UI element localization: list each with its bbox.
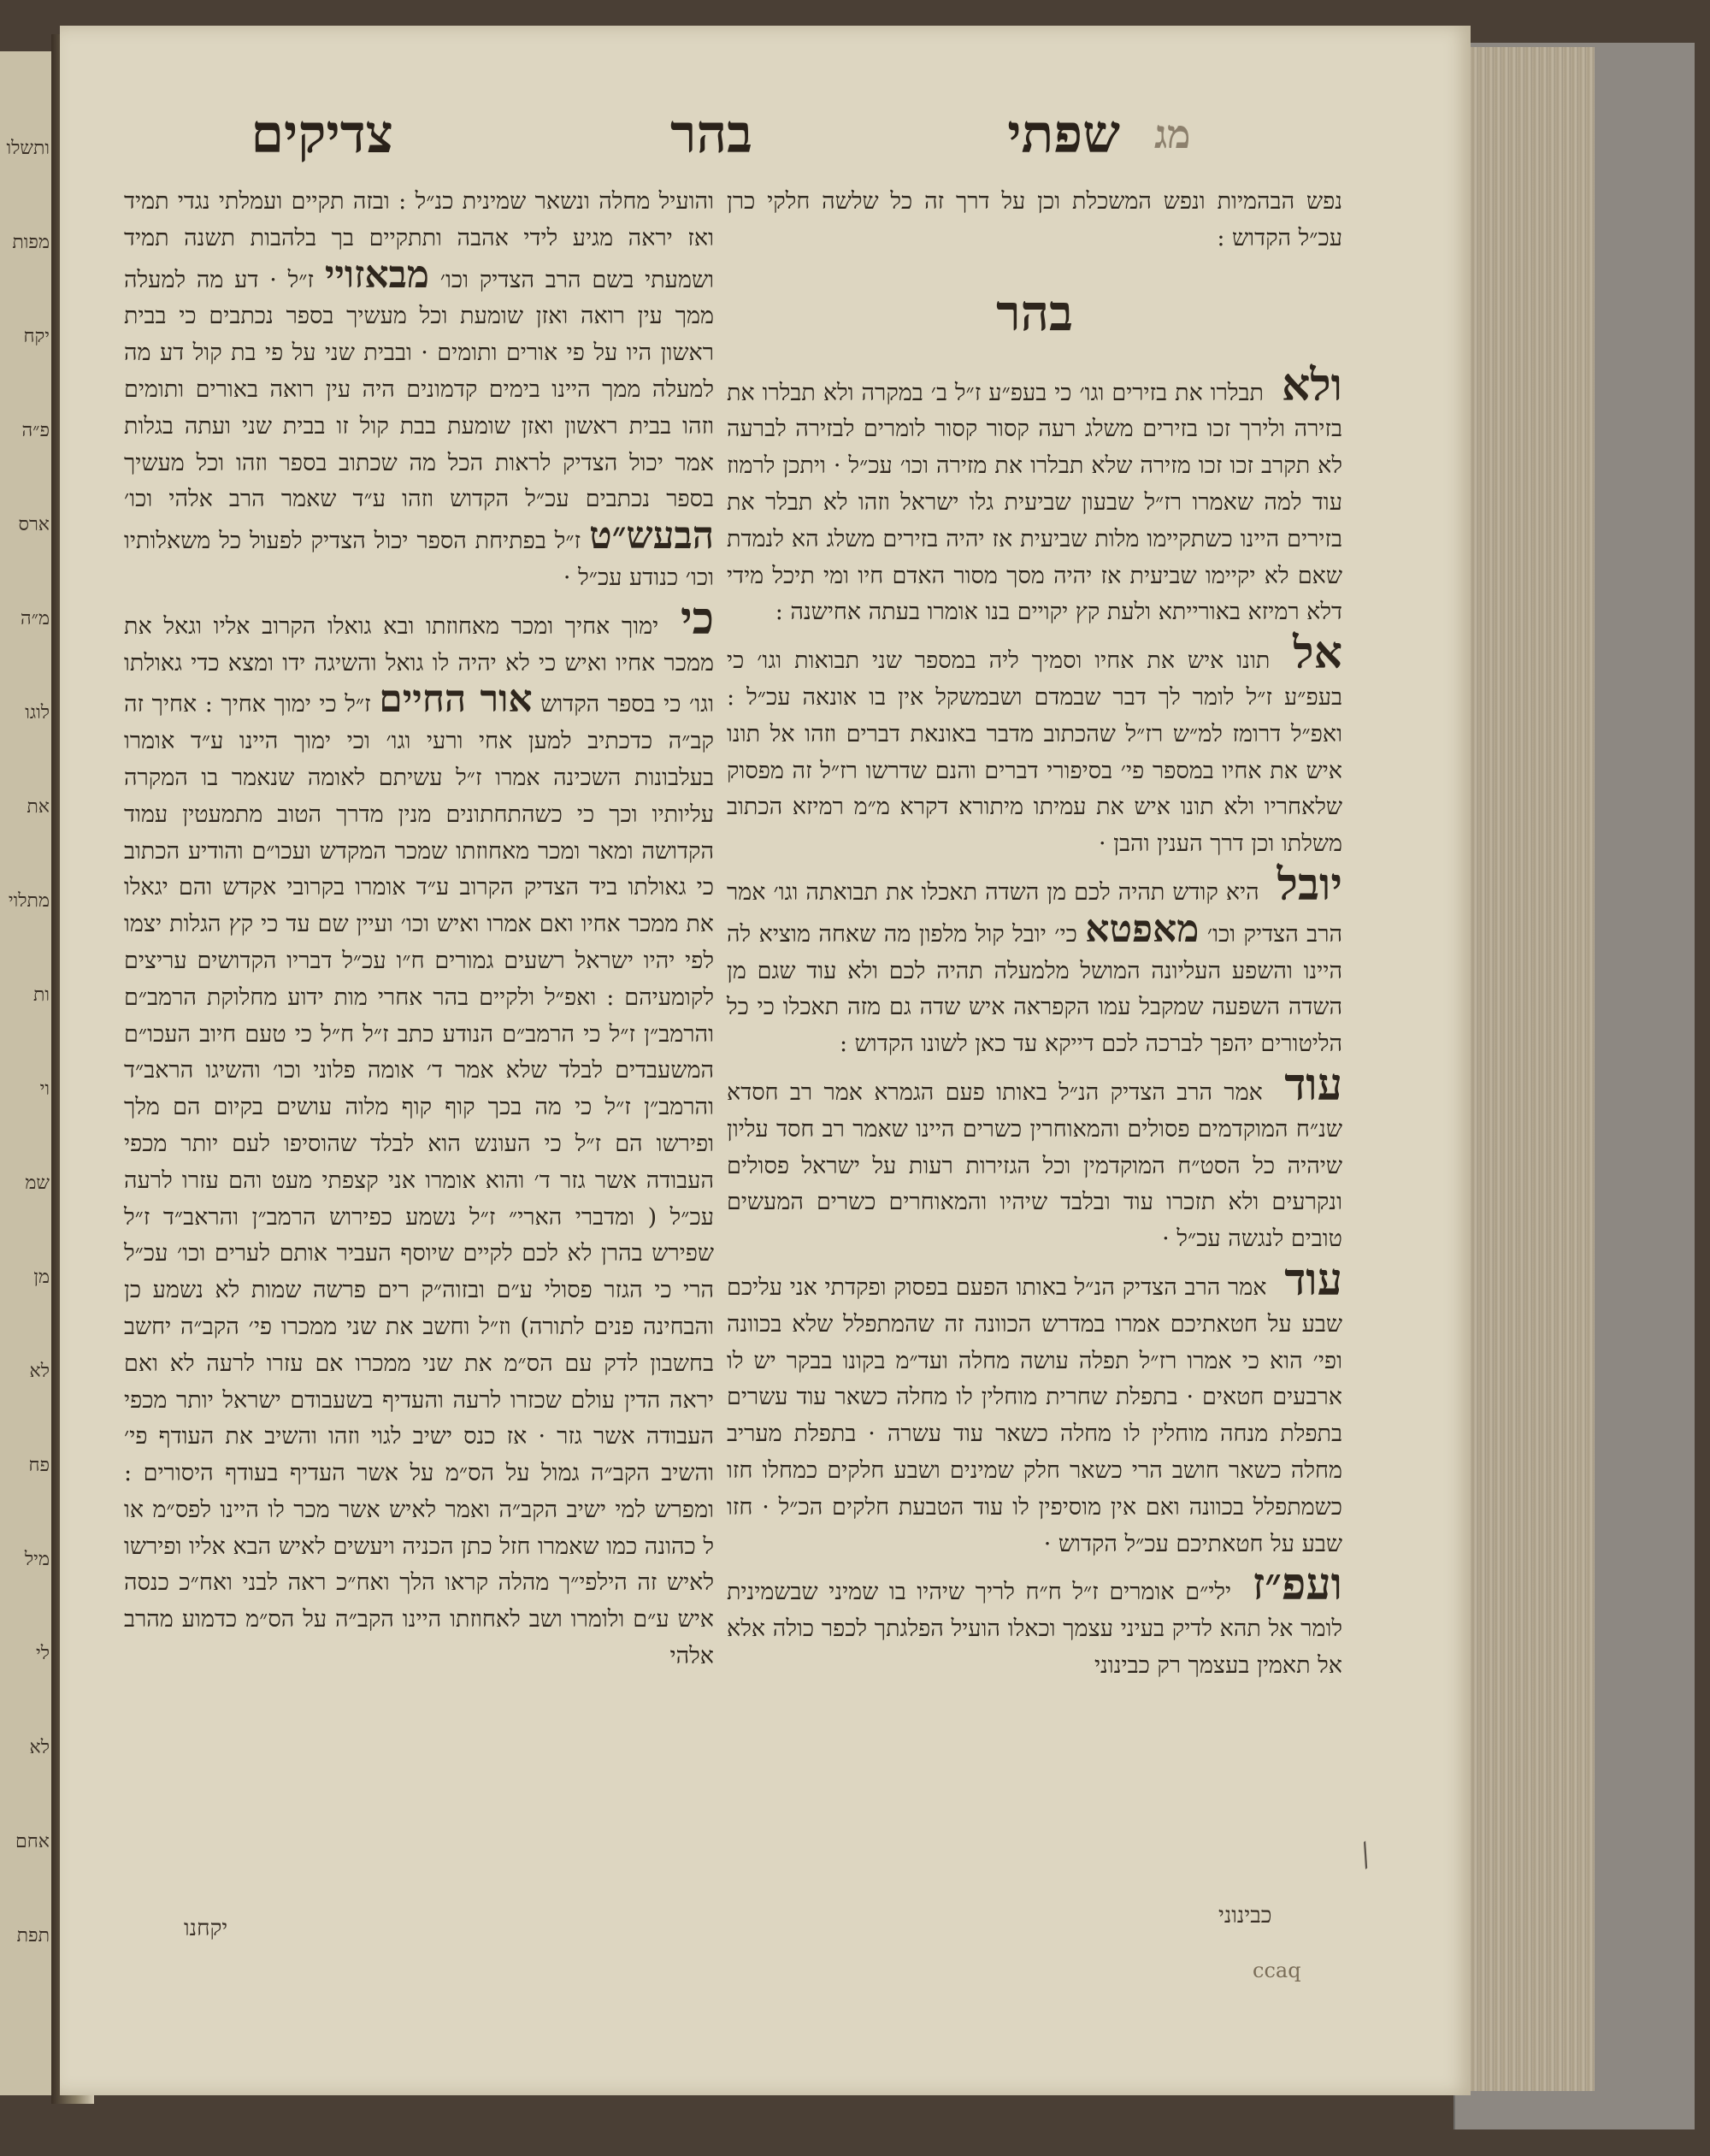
lead-word: כי: [680, 592, 714, 645]
left-catchword: יקחנו: [184, 1916, 228, 1941]
verso-text-fragment: לא: [29, 1361, 50, 1382]
verso-text-fragment: מפות: [12, 232, 50, 253]
verso-text-fragment: מ״ה: [20, 608, 50, 629]
rabbi-name: מבאזויי: [324, 252, 429, 297]
verso-text-fragment: שמ: [25, 1173, 50, 1194]
header-word-behar: בהר: [670, 103, 752, 165]
rabbi-name: הבעש״ט: [589, 514, 714, 558]
paragraph: [124, 592, 714, 1675]
paragraph-text: ז״ל בפתיחת הספר יכול הצדיק לפעול כל משאלותיו וכו׳ כנודע עכ״ל ·: [124, 528, 714, 591]
paragraph: [727, 1253, 1342, 1562]
paragraph: [727, 1058, 1342, 1258]
rabbi-name: מאפטא: [1085, 907, 1200, 951]
paragraph-text: והועיל מחלה ונשאר שמינית כנ״ל : ובזה תקיים ועמלתי נגדי תמיד ואז יראה מגיע לידי אהבה ותתקיים בך בלהבות תשנה תמיד ושמעתי בשם הרב הצדיק וכו׳: [124, 188, 714, 293]
paragraph-text: תבלרו את בזירים וגו׳ כי בעפ״ע ז״ל ב׳ במקרה ולא תבלרו את בזירה ולירך זכו בזירים משלג רעה קסור קסור לומרים לבזירה לברעה לא תקרב זכו זכו מזירה שלא תבלרו את מזירה וכו׳ עכ״ל · ויתכן לרמוז עוד למה שאמרו רז״ל שבעון שביעית גלו ישראל וזהו לא תבלר את בזירים היינו כשתקיימו מלות שביעית אז יהיה בזירים משלג הא לנמדת שאם לא יקיימו שביעית אז יהיה מסך מסור האדם חיו ומי תיכל מידי דלא רמיזא באורייתא ולעת קץ יקויים בנו אומרו בעתה אחישנה :: [727, 379, 1342, 626]
paragraph: [727, 358, 1342, 632]
verso-text-fragment: פ״ה: [21, 420, 50, 441]
intro-paragraph: נפש הבהמיות ונפש המשכלת וכן על דרך זה כל שלשה חלקי כרן עכ״ל הקדוש :: [727, 188, 1342, 251]
catchword: כבינוני: [1218, 1903, 1272, 1929]
paragraph-text: ז״ל · דע מה למעלה ממך עין רואה ואזן שומעת וכל מעשיך בספר נכתבים כי בבית ראשון היו על פי אורים ותומים · ובבית שני על פי בת קול דע מה למעלה ממך היינו בימים קדמונים היה עין רואה באורים ותומים וזהו בבית ראשון ואזן שומעת בבת קול זו בבית שני ועתה בגלות אמר יכול הצדיק לראות הכל מה שכתוב בספר וזהו וכל מעשיך בספר נכתבים עכ״ל הקדוש וזהו ע״ד שאמר הרב אלהי וכו׳: [124, 266, 714, 513]
book-fore-edge: [1471, 47, 1595, 2091]
verso-text-fragment: את: [27, 796, 50, 818]
verso-text-fragment: מן: [33, 1267, 50, 1288]
header-word-tzadikim: צדיקים: [251, 103, 393, 165]
paragraph-text: אמר הרב הצדיק הנ״ל באותו פעם הגמרא אמר רב חסדא שנ״ח המוקדמים פסולים והמאוחרין כשרים היינו שאמר רב חסד עליון שיהיה כל הסט״ח המוקדמין וכל הגזירות רעות על ישראל פסולים ונקרעים ולא תזכרו עוד ובלבד שיהיו והמאוחרים כשרים המעשים טובים לנגשה עכ״ל ·: [727, 1078, 1342, 1253]
paragraph-text: ילי״ם אומרים ז״ל ח״ח לריך שיהיו בו שמיני שבשמינית לומר אל תהא לדיק בעיני עצמך וכאלו הועיל הפלגתך לכפר כולה אלא אל תאמין בעצמך רק כבינוני: [727, 1579, 1342, 1679]
paragraph-text: היא קודש תהיה לכם מן השדה תאכלו את תבואתה וגו׳ אמר הרב הצדיק וכו׳: [727, 878, 1342, 948]
paragraph: [124, 184, 714, 597]
verso-text-fragment: ותשלו: [6, 138, 50, 159]
verso-page-fragment: [0, 51, 55, 2095]
lead-word: ועפ״ז: [1252, 1558, 1342, 1611]
lead-word: ולא: [1281, 358, 1342, 411]
lead-word: אל: [1293, 627, 1342, 680]
verso-text-fragment: לוגו: [25, 702, 50, 724]
verso-text-fragment: אחם: [15, 1831, 50, 1852]
pencil-mark-icon: ⁄: [1353, 1840, 1379, 1873]
page-number: מג: [1154, 111, 1191, 157]
verso-text-fragment: וי: [39, 1078, 50, 1100]
verso-text-fragment: יקח: [23, 326, 50, 347]
book-name: אור החיים: [379, 677, 533, 722]
paragraph: [727, 627, 1342, 863]
section-title: בהר: [996, 283, 1073, 342]
verso-text-fragment: מתלוי: [8, 890, 50, 912]
left-text-column: [124, 184, 714, 1680]
verso-text-fragment: פח: [28, 1455, 50, 1476]
verso-text-fragment: תפת: [16, 1925, 50, 1946]
verso-text-fragment: ות: [32, 984, 50, 1006]
paragraph-text: אמר הרב הצדיק הנ״ל באותו הפעם בפסוק ופקדתי אני עליכם שבע על חטאתיכם אמרו במדרש הכוונה זה שהמתפלל שלא בכוונה ופי׳ הוא כי אמרו רז״ל תפלה עושה מחלה ועד״מ בקונו בבקר יש לו ארבעים חטאים · בתפלת שחרית מוחלין לו מחלה כשאר עוד עשרים בתפלת מנחה מוחלין לו מחלה כשאר עוד עשרה · בתפלת מעריב מחלה כשאר חושב הרי כשאר חלק שמינים ושבע חלקים כמחלו חזו כשמתפלל בכוונה ואם אין מוסיפין לו עוד הטבעת חלקים הכ״ל · חזו שבע על חטאתיכם עכ״ל הקדוש ·: [727, 1273, 1342, 1557]
paragraph-text: ימוך אחיך ומכר מאחוזתו ובא גואלו הקרוב אליו וגאל את ממכר אחיו ואיש כי לא יהיה לו גואל והשיגה ידו ומצא כדי גאולתו וגו׳ כי בספר הקדוש: [124, 612, 714, 718]
verso-text-fragment: לי: [35, 1643, 50, 1664]
paragraph: [727, 858, 1342, 1063]
right-text-column: [727, 184, 1342, 1690]
verso-text-fragment: ארס: [18, 514, 50, 535]
recto-page: [60, 26, 1471, 2095]
paragraph-text: ז״ל כי ימוך אחיך : אחיך זה קב״ה כדכתיב למען אחי ורעי וגו׳ וכי ימוך היינו ע״ד אומרו בעלבונות השכינה אמרו ז״ל עשיתם לאומה שנאמר בו המקרה עליותיו וכך כי כשהתחתונים מנין מדרך הטוב מתמעטין עמוד הקדושה ומאר ומכר מאחוזתו שמכר המקדש ועכו״ם והודיע הכתוב כי גאולתו ביד הצדיק הקרוב ע״ד אומרו בקרובי אקדש והם יגאלו את ממכר אחיו ואם אמרו ואיש וכו׳ ועיין שם עד כי קץ הגלות יצמו לפי יהיו ישראל רשעים גמורים ח״ו עכ״ל דבריו הקדושים עריצים לקומעיהם : ואפ״ל ולקיים בהר אחרי מות ידוע מחלוקת הרמב״ם והרמב״ן ז״ל כי הרמב״ם הנודע כתב ז״ל ח״ל כי טעם חיוב העכו״ם המשעבדים לבלד שלא אמר ד׳ אומה פלוני וכו׳ והשיגו הראב״ד והרמב״ן ז״ל כי מה בכך קוף קוף מלוה עושים בקיום הם מלך ופירשו הם ז״ל כי העונש הוא לבלד שהוסיפו לעם יותר מכפי העבודה אשר גזר ד׳ והוא אומרו אני קצפתי מעט והם עזרו לרעה עכ״ל ( ומדברי הארי״ ז״ל נשמע כפירוש הרמב״ן והראב״ד ז״ל שפירש בהרן לא לכם לקיים שיוסף העביר אותם לערים וכו׳ עכ״ל הרי כי הגזר פסולי ע״ם ובזוה״ק רים פרשה שמות לא נשמע כן והבחינה פנים לתורה) וז״ל וחשב את שני ממכרו פי׳ הקב״ה יחשב בחשבון לדק עם הס״מ את שני ממכרו אם עזרו לרעה לא ואם יראה הדין עולם שכזרו לרעה והעדיף בשעבודם ישראל יותר מכפי העבודה אשר גזר · אז כנס ישיב לגוי וזהו והשיב את העודף פי׳ והשיב הקב״ה גמול על הס״מ על אשר העדיף בעודף היסורים : ומפרש למי ישיב הקב״ה ואמר לאיש אשר מכר לו היינו לפס״מ או ל כהונה כמו שאמרו חזל כתן הכניה ויעשים לאיש הבא אליו ופירשו לאיש זה הילפי״ך מהלה קראו הלך ואח״כ ראה לבני ואח״כ כנסה איש ע״ם ולומרו ושב לאחוזתו היינו הקב״ה על הס״מ כדמוע מהרב אלהי: [124, 691, 714, 1670]
paragraph-text: כי׳ יובל קול מלפון מה שאחה מוציא לה היינו והשפע העליונה המושל מלמעלה תהיה לכם ולא עוד שגם מן השדה השפעה שמקבל עמו הקפראה איש שדה גם מזה תאכלו כי כל הליטורים יהפך לברכה לכם דייקא עד כאן לשונו הקדוש :: [727, 920, 1342, 1058]
verso-text-fragment: לא: [29, 1737, 50, 1758]
verso-text-fragment: מיל: [24, 1549, 50, 1570]
paragraph-text: תונו איש את אחיו וסמיך ליה במספר שני תבואות וגו׳ כי בעפ״ע ז״ל לומר לך דבר שבמדם ושבמשקל אין בו אונאה עכ״ל : ואפ״ל דרומז למ״ש רז״ל שהכתוב מדבר באונאת דברים וזהו אל תונו איש את אחיו במספר פי׳ בסיפורי דברים והנם שדרשו רז״ל זה מפסוק שלאחריו ולא תונו איש את עמיתו מיתורא דקרא מ״מ רמיזא הכתוב משלתו וכן דרך הענין והבן ·: [727, 647, 1342, 858]
lead-word: יובל: [1277, 858, 1342, 911]
lead-word: עוד: [1284, 1058, 1342, 1111]
paragraph: [727, 1558, 1342, 1684]
header-word-shapti: שפתי: [1007, 103, 1120, 165]
lead-word: עוד: [1284, 1253, 1342, 1306]
footer-mark: ccaq: [1253, 1958, 1301, 1982]
running-header: [251, 103, 1120, 197]
